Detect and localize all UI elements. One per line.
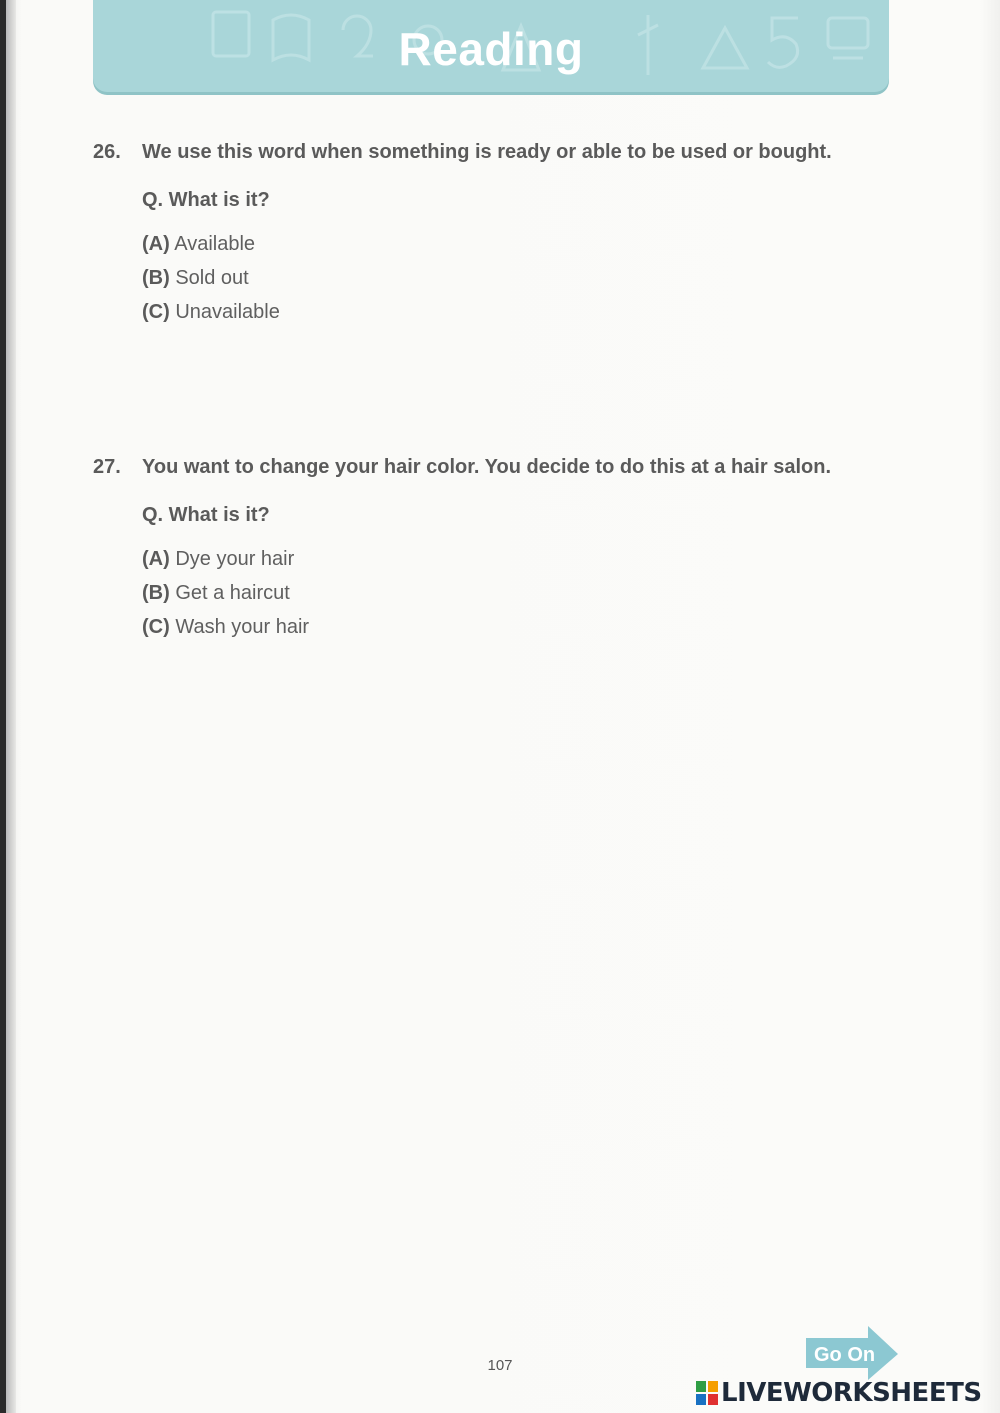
option-text: Unavailable bbox=[175, 301, 280, 323]
option-letter: (B) bbox=[142, 267, 170, 289]
section-header-banner bbox=[93, 0, 889, 92]
question-stem bbox=[93, 141, 913, 164]
option-letter: (B) bbox=[142, 582, 170, 604]
option-letter: (A) bbox=[142, 548, 170, 570]
option-text: Available bbox=[174, 233, 256, 255]
option-letter: (C) bbox=[142, 301, 170, 323]
question-number: 27. bbox=[93, 456, 121, 478]
question-number: 26. bbox=[93, 141, 121, 163]
brand-name: LIVEWORKSHEETS bbox=[721, 1378, 982, 1408]
option-letter: (A) bbox=[142, 233, 170, 255]
liveworksheets-logo-icon bbox=[696, 1381, 718, 1405]
page-number: 107 bbox=[487, 1357, 513, 1374]
question-text: We use this word when something is ready or able to be used or bought. bbox=[142, 141, 832, 163]
question-stem bbox=[93, 456, 913, 479]
section-title: Reading bbox=[398, 23, 584, 75]
answer-options bbox=[142, 546, 913, 648]
question-prompt: Q. What is it? bbox=[142, 189, 270, 211]
option-text: Sold out bbox=[175, 267, 249, 289]
question-prompt: Q. What is it? bbox=[142, 504, 270, 526]
question-26 bbox=[93, 141, 913, 333]
option-text: Get a haircut bbox=[175, 582, 290, 604]
liveworksheets-logo bbox=[696, 1374, 982, 1412]
answer-option-c[interactable] bbox=[142, 614, 913, 648]
page-gutter-shadow bbox=[6, 0, 16, 1413]
answer-option-b[interactable] bbox=[142, 580, 913, 614]
answer-option-b[interactable] bbox=[142, 265, 913, 299]
option-letter: (C) bbox=[142, 616, 170, 638]
question-text: You want to change your hair color. You decide to do this at a hair salon. bbox=[142, 456, 831, 478]
go-on-label: Go On bbox=[814, 1344, 876, 1366]
option-text: Dye your hair bbox=[175, 548, 295, 570]
answer-option-a[interactable] bbox=[142, 231, 913, 265]
answer-option-c[interactable] bbox=[142, 299, 913, 333]
option-text: Wash your hair bbox=[175, 616, 310, 638]
question-27 bbox=[93, 456, 913, 648]
answer-options bbox=[142, 231, 913, 333]
answer-option-a[interactable] bbox=[142, 546, 913, 580]
